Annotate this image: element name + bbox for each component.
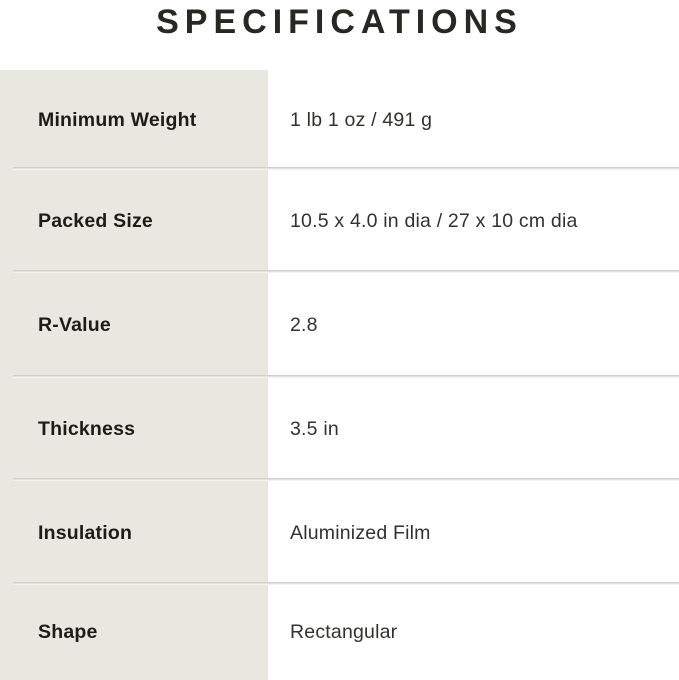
spec-label: Shape: [0, 585, 268, 680]
spec-row-shape: [0, 585, 679, 680]
spec-value: Aluminized Film: [268, 481, 679, 585]
spec-value: 3.5 in: [268, 378, 679, 481]
page-title: SPECIFICATIONS: [156, 3, 523, 41]
spec-value: 1 lb 1 oz / 491 g: [268, 70, 679, 170]
spec-row-thickness: [0, 378, 679, 481]
spec-row-minimum-weight: [0, 70, 679, 170]
spec-row-insulation: [0, 481, 679, 585]
spec-label: Packed Size: [0, 170, 268, 273]
spec-label: Thickness: [0, 378, 268, 481]
spec-value: 10.5 x 4.0 in dia / 27 x 10 cm dia: [268, 170, 679, 273]
spec-row-r-value: [0, 273, 679, 378]
title-bar: [0, 0, 679, 70]
spec-table: [0, 70, 679, 680]
spec-value: Rectangular: [268, 585, 679, 680]
spec-label: R-Value: [0, 273, 268, 378]
spec-value: 2.8: [268, 273, 679, 378]
spec-row-packed-size: [0, 170, 679, 273]
spec-label: Insulation: [0, 481, 268, 585]
spec-label: Minimum Weight: [0, 70, 268, 170]
